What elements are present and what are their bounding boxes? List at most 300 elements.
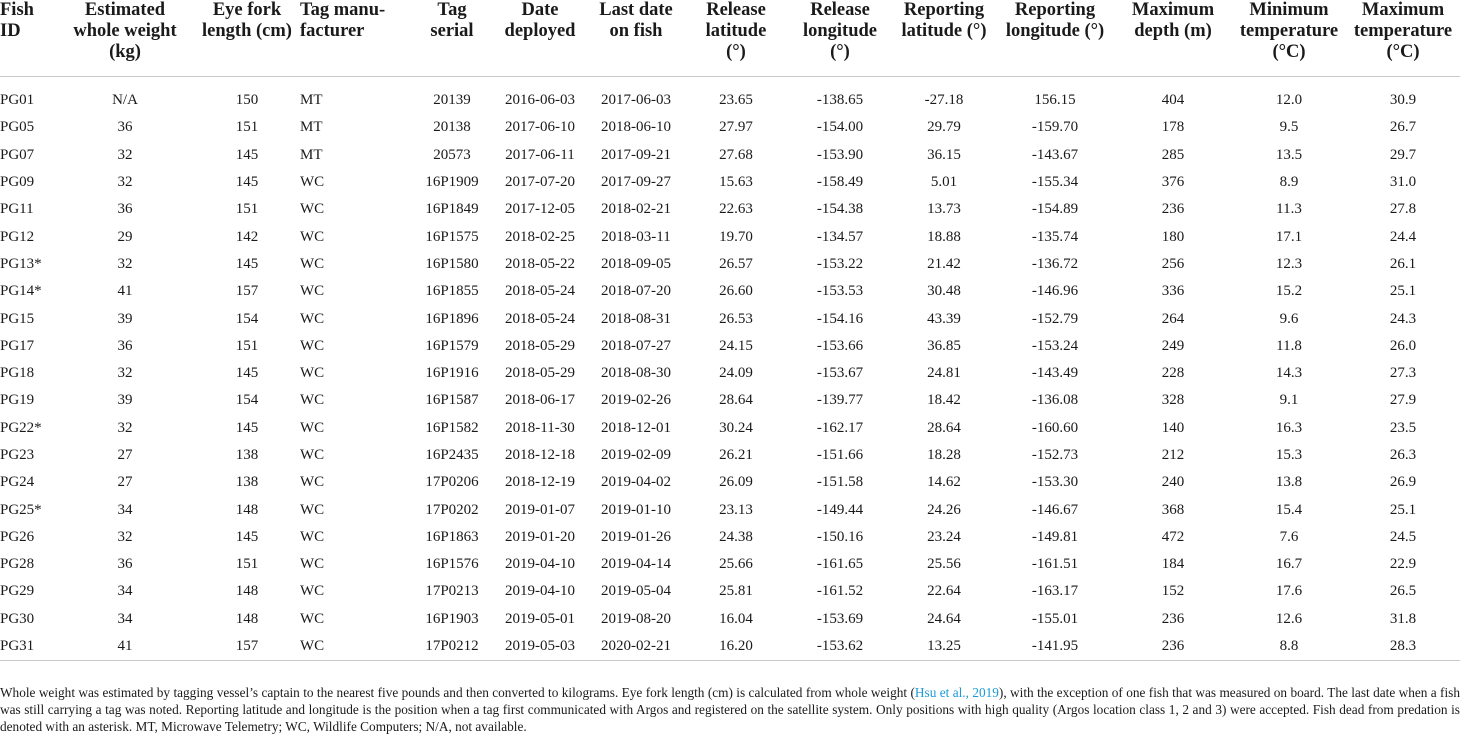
table-cell: 23.5 (1389, 419, 1417, 436)
column-header-line: Release (706, 0, 766, 20)
table-body (0, 77, 1460, 661)
table-cell: 2018-12-18 (505, 447, 575, 463)
table-cell: 30.9 (1389, 92, 1417, 109)
table-cell: 16P1896 (425, 310, 479, 327)
table-cell: 30.48 (927, 283, 961, 300)
table-cell: 17.6 (1275, 583, 1303, 600)
column-header (684, 0, 788, 77)
table-cell: 145 (235, 419, 259, 436)
table-cell: -160.60 (1031, 419, 1079, 436)
table-cell: 26.09 (719, 474, 753, 491)
table-cell: 16.04 (719, 610, 753, 627)
table-row (0, 196, 1460, 223)
table-cell: 36 (117, 337, 133, 354)
table-cell: 178 (1161, 119, 1185, 136)
table-cell: 249 (1161, 337, 1185, 354)
table-cell: MT (300, 119, 323, 136)
table-cell: 36 (117, 119, 133, 136)
table-cell: 19.70 (719, 228, 753, 245)
table-cell: WC (300, 337, 325, 354)
table-cell: 12.0 (1275, 92, 1303, 109)
column-header-line: longitude (802, 21, 878, 41)
column-header-line: Maximum (1361, 0, 1445, 20)
table-cell: 2019-01-07 (505, 501, 575, 518)
table-cell: 16P1863 (425, 528, 479, 545)
table-cell: 27.3 (1389, 365, 1417, 382)
table-cell: 24.3 (1389, 310, 1417, 327)
table-cell: PG29 (0, 583, 35, 600)
table-row (0, 606, 1460, 633)
table-cell: 16.7 (1275, 556, 1303, 573)
table-cell: PG31 (0, 638, 35, 655)
table-cell: 2018-05-22 (505, 255, 575, 272)
table-cell: 27.9 (1389, 392, 1417, 409)
table-cell: -135.74 (1031, 228, 1079, 245)
table-cell: -138.65 (816, 92, 864, 109)
table-cell: 157 (235, 638, 259, 655)
table-cell: 14.3 (1275, 365, 1303, 382)
table-cell: 16P1582 (425, 419, 479, 436)
table-cell: 404 (1161, 92, 1185, 109)
table-cell: 15.4 (1275, 501, 1303, 518)
table-cell: 2018-12-19 (505, 474, 575, 491)
table-cell: PG26 (0, 528, 35, 545)
table-cell: 148 (235, 583, 259, 600)
table-cell: 148 (235, 610, 259, 627)
table-cell: WC (300, 610, 325, 627)
table-cell: 2017-12-05 (505, 201, 575, 218)
table-row (0, 114, 1460, 141)
table-cell: -152.79 (1031, 310, 1079, 327)
table-cell: 13.25 (927, 638, 961, 655)
table-cell: -143.49 (1031, 365, 1079, 382)
column-header (412, 0, 492, 77)
table-cell: WC (300, 501, 325, 518)
column-header-line: (°C) (1386, 42, 1420, 62)
table-cell: 30.24 (719, 419, 753, 436)
table-cell: 34 (117, 610, 133, 627)
column-header (1232, 0, 1346, 77)
column-header-line: Minimum (1249, 0, 1329, 20)
column-header-line: (°) (726, 42, 746, 62)
table-cell: -136.72 (1031, 255, 1079, 272)
table-cell: 36 (117, 556, 133, 573)
table-cell: 16P1579 (425, 337, 479, 354)
table-cell: 2017-06-03 (601, 92, 671, 109)
table-row (0, 360, 1460, 387)
table-cell: WC (300, 255, 325, 272)
table-cell: 23.13 (719, 501, 753, 518)
column-header (892, 0, 996, 77)
column-header (1114, 0, 1232, 77)
column-header-line: latitude (705, 21, 767, 41)
table-cell: PG09 (0, 174, 35, 191)
table-cell: 256 (1161, 255, 1185, 272)
table-cell: 2018-08-30 (601, 365, 671, 382)
table-cell: 22.9 (1389, 556, 1417, 573)
table-cell: -149.44 (816, 501, 864, 518)
table-cell: -161.65 (816, 556, 864, 573)
column-header (588, 0, 684, 77)
table-cell: 28.3 (1389, 638, 1417, 655)
table-cell: 24.09 (719, 365, 753, 382)
table-cell: -151.58 (816, 474, 864, 491)
table-cell: 16.20 (719, 638, 753, 655)
table-row (0, 305, 1460, 332)
table-cell: 32 (117, 146, 133, 163)
table-row (0, 551, 1460, 578)
table-cell: 138 (235, 447, 259, 463)
table-cell: 2019-01-26 (601, 528, 671, 545)
column-header-line: Reporting (1014, 0, 1096, 20)
column-header-line: latitude (°) (901, 21, 987, 41)
table-cell: 27 (117, 474, 133, 491)
table-cell: WC (300, 201, 325, 218)
table-cell: 17P0212 (425, 638, 479, 655)
table-cell: 156.15 (1034, 92, 1076, 109)
header-row (0, 0, 1460, 77)
table-cell: 31.0 (1389, 174, 1417, 191)
table-cell: -155.34 (1031, 174, 1079, 191)
table-cell: 336 (1161, 283, 1185, 300)
table-header (0, 0, 1460, 77)
table-cell: 2018-02-21 (601, 201, 671, 218)
table-cell: -161.51 (1031, 556, 1079, 573)
table-cell: 36.85 (927, 337, 961, 354)
table-cell: 15.2 (1275, 283, 1303, 300)
table-cell: 36 (117, 201, 133, 218)
table-cell: WC (300, 447, 325, 463)
table-cell: 26.1 (1389, 255, 1417, 272)
table-cell: -158.49 (816, 174, 864, 191)
table-cell: 236 (1161, 201, 1185, 218)
table-cell: MT (300, 146, 323, 163)
table-cell: -154.00 (816, 119, 864, 136)
table-cell: PG11 (0, 201, 34, 218)
table-cell: PG25* (0, 501, 42, 518)
table-cell: PG23 (0, 447, 35, 463)
table-cell: 26.9 (1389, 474, 1417, 491)
table-cell: 16P1909 (425, 174, 479, 191)
table-cell: 2017-06-11 (505, 146, 575, 163)
column-header-line: Release (810, 0, 870, 20)
table-cell: 212 (1161, 447, 1185, 463)
table-cell: PG24 (0, 474, 35, 491)
table-cell: 25.1 (1389, 283, 1417, 300)
table-cell: 27.68 (719, 146, 753, 163)
table-row (0, 578, 1460, 605)
table-cell: 36.15 (927, 146, 961, 163)
table-cell: 25.81 (719, 583, 753, 600)
table-cell: -146.96 (1031, 283, 1079, 300)
table-cell: PG07 (0, 146, 35, 163)
table-cell: 150 (235, 92, 259, 109)
table-cell: -153.24 (1031, 337, 1079, 354)
column-header (0, 0, 56, 77)
table-cell: 368 (1161, 501, 1185, 518)
column-header (1346, 0, 1460, 77)
table-cell: WC (300, 365, 325, 382)
table-cell: 16P1575 (425, 228, 479, 245)
table-cell: 16P1580 (425, 255, 479, 272)
table-cell: 8.8 (1279, 638, 1299, 655)
table-cell: 16P1849 (425, 201, 479, 218)
table-cell: 154 (235, 310, 259, 327)
table-row (0, 633, 1460, 661)
table-cell: 26.3 (1389, 447, 1417, 463)
table-cell: 16P1903 (425, 610, 479, 627)
table-cell: -163.17 (1031, 583, 1079, 600)
table-cell: -154.89 (1031, 201, 1079, 218)
column-header (788, 0, 892, 77)
table-cell: 32 (117, 419, 133, 436)
table-cell: 151 (235, 556, 259, 573)
column-header-line: (kg) (109, 42, 141, 62)
column-header-line: Maximum (1131, 0, 1215, 20)
table-cell: 151 (235, 119, 259, 136)
table-cell: 2018-08-31 (601, 310, 671, 327)
table-cell: 2017-07-20 (505, 174, 575, 191)
table-cell: 142 (235, 228, 259, 245)
table-cell: -143.67 (1031, 146, 1079, 163)
table-cell: PG15 (0, 310, 35, 327)
table-cell: -136.08 (1031, 392, 1079, 409)
table-cell: 2018-12-01 (601, 419, 671, 436)
table-cell: 2018-03-11 (601, 228, 671, 245)
table-cell: 26.53 (719, 310, 753, 327)
table-cell: 240 (1161, 474, 1185, 491)
table-cell: WC (300, 310, 325, 327)
table-cell: 236 (1161, 638, 1185, 655)
table-cell: 236 (1161, 610, 1185, 627)
column-header-line: (°C) (1272, 42, 1306, 62)
table-cell: 2019-05-03 (505, 638, 575, 655)
table-cell: PG30 (0, 610, 35, 627)
table-cell: 2019-04-10 (505, 556, 575, 573)
table-cell: -161.52 (816, 583, 864, 600)
table-cell: 27.97 (719, 119, 753, 136)
table-row (0, 496, 1460, 523)
column-header (56, 0, 194, 77)
table-cell: 12.6 (1275, 610, 1303, 627)
table-cell: 41 (117, 283, 133, 300)
table-cell: 14.62 (927, 474, 961, 491)
table-cell: 24.81 (927, 365, 961, 382)
table-cell: 28.64 (719, 392, 753, 409)
table-cell: 13.5 (1275, 146, 1303, 163)
table-cell: 15.3 (1275, 447, 1303, 463)
column-header (194, 0, 300, 77)
table-row (0, 333, 1460, 360)
table-cell: 22.63 (719, 201, 753, 218)
table-cell: 26.21 (719, 447, 753, 463)
table-cell: 25.56 (927, 556, 961, 573)
table-cell: 157 (235, 283, 259, 300)
table-cell: -153.22 (816, 255, 864, 272)
table-cell: 2019-01-10 (601, 501, 671, 518)
table-cell: 32 (117, 174, 133, 191)
table-row (0, 415, 1460, 442)
table-cell: PG19 (0, 392, 35, 409)
table-cell: 26.7 (1389, 119, 1417, 136)
table-cell: WC (300, 174, 325, 191)
column-header-line: Tag manu- (300, 0, 386, 20)
table-cell: -154.16 (816, 310, 864, 327)
table-cell: 7.6 (1279, 528, 1299, 545)
table-row (0, 223, 1460, 250)
table-cell: -27.18 (924, 92, 964, 109)
table-cell: -134.57 (816, 228, 864, 245)
column-header (300, 0, 412, 77)
table-row (0, 387, 1460, 414)
table-cell: 34 (117, 501, 133, 518)
table-cell: 32 (117, 365, 133, 382)
table-row (0, 77, 1460, 115)
table-cell: 16P1855 (425, 283, 479, 300)
table-cell: 2017-09-27 (601, 174, 671, 191)
table-row (0, 278, 1460, 305)
table-cell: 2019-02-26 (601, 392, 671, 409)
table-cell: -149.81 (1031, 528, 1079, 545)
table-row (0, 469, 1460, 496)
table-cell: -153.90 (816, 146, 864, 163)
table-cell: 184 (1161, 556, 1185, 573)
table-cell: 2018-06-17 (505, 392, 575, 409)
table-cell: N/A (112, 92, 138, 109)
table-cell: 376 (1161, 174, 1185, 191)
table-cell: 145 (235, 365, 259, 382)
table-footnote (0, 684, 1460, 735)
column-header-line: Reporting (903, 0, 985, 20)
table-cell: 9.1 (1279, 392, 1299, 409)
table-cell: 24.4 (1389, 228, 1417, 245)
column-header-line: on fish (609, 21, 663, 41)
table-cell: 20573 (433, 146, 471, 163)
column-header-line: deployed (504, 21, 576, 41)
table-cell: 25.1 (1389, 501, 1417, 518)
table-cell: 16P2435 (425, 447, 479, 463)
table-cell: -141.95 (1031, 638, 1079, 655)
table-cell: 9.6 (1279, 310, 1299, 327)
table-cell: PG18 (0, 365, 35, 382)
citation-link[interactable]: Hsu et al., 2019 (914, 685, 999, 700)
table-cell: 2018-11-30 (505, 419, 575, 436)
table-cell: 145 (235, 146, 259, 163)
table-cell: WC (300, 474, 325, 491)
table-row (0, 169, 1460, 196)
table-cell: 148 (235, 501, 259, 518)
table-cell: 26.5 (1389, 583, 1417, 600)
table-cell: 17.1 (1275, 228, 1303, 245)
column-header-line: facturer (300, 21, 365, 41)
table-cell: 151 (235, 201, 259, 218)
table-cell: 29.7 (1389, 146, 1417, 163)
table-cell: 24.38 (719, 528, 753, 545)
table-cell: 23.24 (927, 528, 961, 545)
table-cell: 39 (117, 310, 133, 327)
table-cell: 25.66 (719, 556, 753, 573)
table-cell: 43.39 (927, 310, 961, 327)
table-cell: WC (300, 283, 325, 300)
column-header-line: temperature (1239, 21, 1339, 41)
table-cell: PG05 (0, 119, 35, 136)
column-header-line: longitude (°) (1005, 21, 1105, 41)
table-cell: -153.30 (1031, 474, 1079, 491)
table-cell: 472 (1161, 528, 1185, 545)
table-cell: 2019-08-20 (601, 610, 671, 627)
table-cell: 2018-02-25 (505, 228, 575, 245)
table-cell: 228 (1161, 365, 1185, 382)
table-row (0, 524, 1460, 551)
table-cell: WC (300, 228, 325, 245)
table-cell: -152.73 (1031, 447, 1079, 463)
table-cell: 2017-09-21 (601, 146, 671, 163)
table-cell: 2016-06-03 (505, 92, 575, 109)
table-cell: WC (300, 583, 325, 600)
table-cell: PG22* (0, 419, 42, 436)
column-header (492, 0, 588, 77)
table-cell: 2018-06-10 (601, 119, 671, 136)
column-header-line: Eye fork (212, 0, 282, 20)
table-cell: -150.16 (816, 528, 864, 545)
table-cell: -153.53 (816, 283, 864, 300)
table-cell: 12.3 (1275, 255, 1303, 272)
column-header-line: serial (430, 21, 474, 41)
table-cell: 27.8 (1389, 201, 1417, 218)
table-row (0, 251, 1460, 278)
column-header-line: Date (521, 0, 559, 20)
table-cell: WC (300, 528, 325, 545)
table-cell: 27 (117, 447, 133, 463)
column-header-line: (°) (830, 42, 850, 62)
table-cell: 140 (1161, 419, 1185, 436)
table-cell: -146.67 (1031, 501, 1079, 518)
table-cell: 26.60 (719, 283, 753, 300)
table-cell: 32 (117, 528, 133, 545)
table-row (0, 142, 1460, 169)
table-cell: -153.62 (816, 638, 864, 655)
table-cell: 31.8 (1389, 610, 1417, 627)
table-cell: 145 (235, 528, 259, 545)
table-cell: 11.8 (1276, 337, 1302, 354)
table-cell: WC (300, 556, 325, 573)
table-cell: PG01 (0, 92, 35, 109)
table-cell: 285 (1161, 146, 1185, 163)
table-cell: 17P0206 (425, 474, 479, 491)
table-cell: 2018-05-29 (505, 337, 575, 354)
column-header-line: temperature (1353, 21, 1453, 41)
table-cell: 18.28 (927, 447, 961, 463)
column-header-line: ID (0, 21, 21, 41)
table-cell: -153.67 (816, 365, 864, 382)
table-cell: 5.01 (930, 174, 958, 191)
table-cell: 13.8 (1275, 474, 1303, 491)
table-cell: 2019-02-09 (601, 447, 671, 463)
table-cell: -153.66 (816, 337, 864, 354)
table-cell: -154.38 (816, 201, 864, 218)
table-cell: 9.5 (1279, 119, 1299, 136)
table-cell: 18.88 (927, 228, 961, 245)
table-cell: 145 (235, 255, 259, 272)
table-cell: WC (300, 419, 325, 436)
footnote-text-before: Whole weight was estimated by tagging vessel’s captain to the nearest five pounds and then converted to kilograms. Eye fork length (cm) is calculated from whole weight ( (0, 685, 915, 700)
table-cell: 26.0 (1389, 337, 1417, 354)
table-cell: -151.66 (816, 447, 864, 463)
table-cell: 32 (117, 255, 133, 272)
table-cell: 2019-04-10 (505, 583, 575, 600)
table-cell: 8.9 (1279, 174, 1299, 191)
column-header-line: Last date (599, 0, 673, 20)
